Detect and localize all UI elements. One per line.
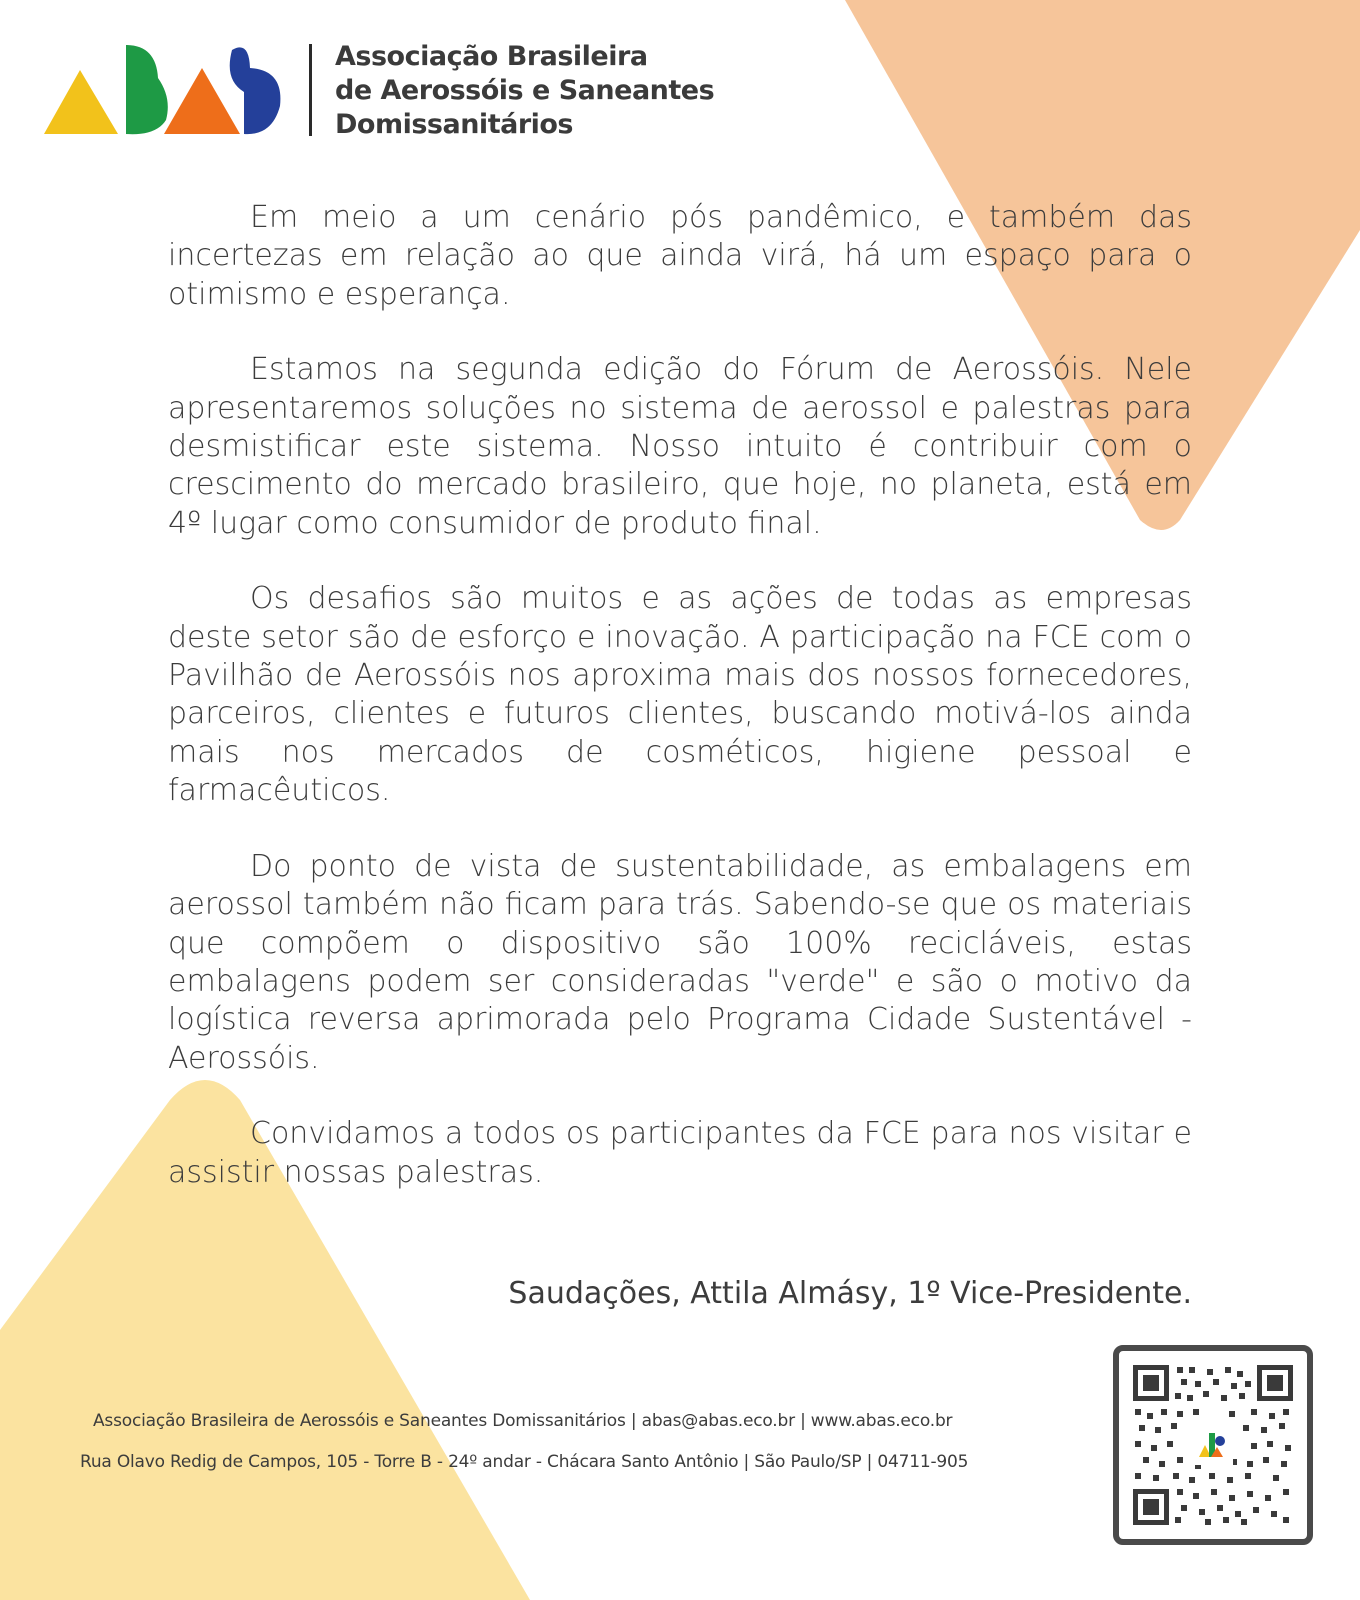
letter-paragraph-4: Do ponto de vista de sustentabilidade, as embalagens em aerossol também não ficam para trás. Sabendo-se que os materiais que compõem o dispositivo são 100% recicláveis, estas embalagens podem ser consideradas "verde" e são o motivo da logística reversa aprimorada pelo Programa Cidade Sustentável - Aerossóis. (168, 848, 1192, 1076)
signature: Saudações, Attila Almásy, 1º Vice-Presidente. (508, 1276, 1192, 1311)
abas-logo-icon (44, 40, 294, 140)
qr-code-icon (1133, 1365, 1293, 1525)
letter-paragraph-2: Estamos na segunda edição do Fórum de Aerossóis. Nele apresentaremos soluções no sistema de aerossol e palestras para desmistificar este sistema. Nosso intuito é contribuir com o crescimento do mercado brasileiro, que hoje, no planeta, está em 4º lugar como consumidor de produto final. (168, 352, 1192, 541)
letter-body (168, 199, 1192, 1229)
footer-address-line: Rua Olavo Redig de Campos, 105 - Torre B - 24º andar - Chácara Santo Antônio | São Paulo/SP | 04711-905 (80, 1452, 969, 1472)
letter-paragraph-5: Convidamos a todos os participantes da FCE para nos visitar e assistir nossas palestras. (168, 1116, 1192, 1190)
qr-code[interactable] (1113, 1345, 1313, 1545)
letter-paragraph-1: Em meio a um cenário pós pandêmico, e também das incertezas em relação ao que ainda virá, há um espaço para o otimismo e esperança. (168, 200, 1192, 312)
logo-divider (309, 44, 312, 136)
org-name-line-3: Domissanitários (335, 109, 574, 140)
org-name-line-1: Associação Brasileira (335, 41, 648, 72)
footer-contact-line: Associação Brasileira de Aerossóis e Saneantes Domissanitários | abas@abas.eco.br | www.abas.eco.br (93, 1411, 953, 1431)
logo-orange-triangle (164, 68, 240, 134)
logo-green-b (126, 45, 168, 134)
letter-paragraph-3: Os desafios são muitos e as ações de todas as empresas deste setor são de esforço e inovação. A participação na FCE com o Pavilhão de Aerossóis nos aproxima mais dos nossos fornecedores, parceiros, clientes e futuros clientes, buscando motivá-los ainda mais nos mercados de cosméticos, higiene pessoal e farmacêuticos. (168, 581, 1192, 809)
organization-name (335, 40, 714, 142)
logo-blue-s (230, 47, 281, 134)
logo-yellow-triangle (44, 70, 118, 134)
org-name-line-2: de Aerossóis e Saneantes (335, 75, 715, 106)
